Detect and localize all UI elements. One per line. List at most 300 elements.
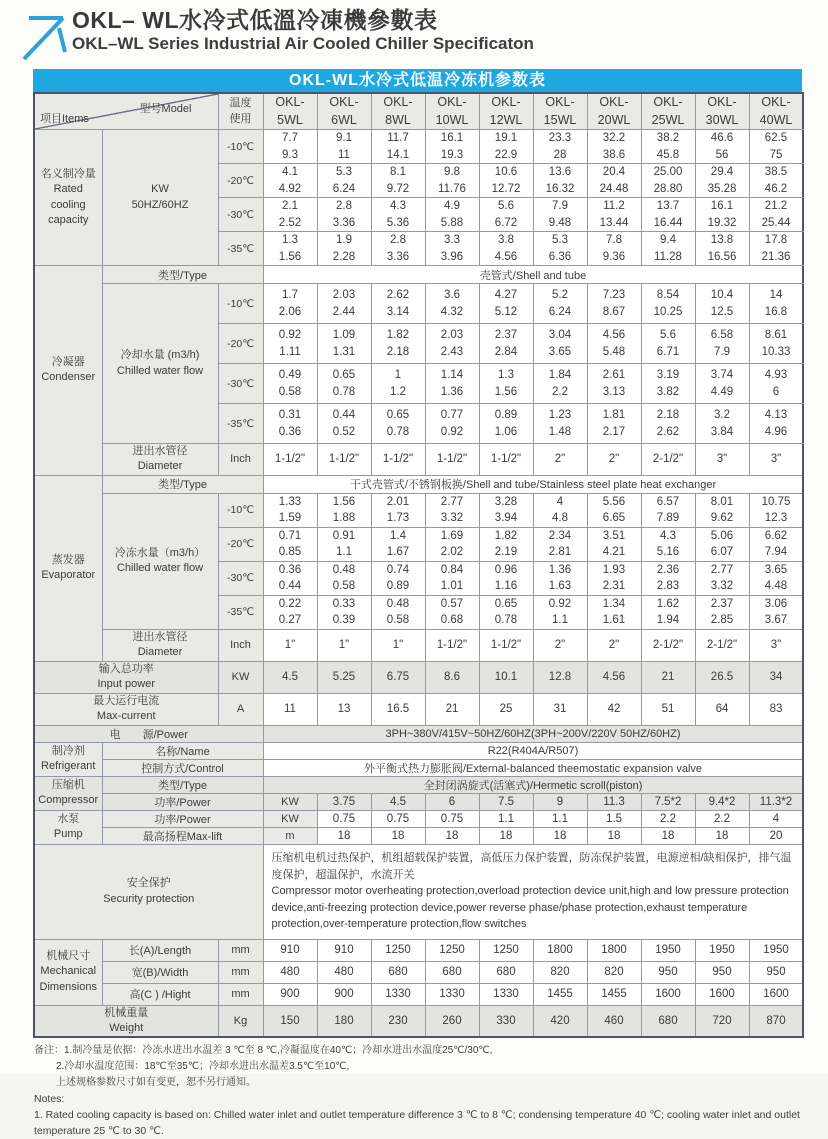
value-cell: 1.69 2.02: [425, 527, 479, 561]
value-cell: 9.4*2: [695, 793, 749, 810]
value-cell: 4.56 5.48: [587, 324, 641, 364]
value-cell: 680: [641, 1005, 695, 1037]
value-cell: 25.00 28.80: [641, 164, 695, 198]
value-cell: 17.8 21.36: [749, 232, 803, 266]
value-cell: 4.1 4.92: [263, 164, 317, 198]
pump-label: 水泵 Pump: [34, 810, 102, 844]
value-cell: 1250: [425, 939, 479, 961]
value-cell: 1250: [479, 939, 533, 961]
compressor-type-value: 全封闭涡旋式(活塞式)/Hermetic scroll(piston): [263, 776, 803, 793]
value-cell: 1-1/2": [317, 444, 371, 476]
value-cell: 83: [749, 693, 803, 725]
value-cell: 9.1 11: [317, 130, 371, 164]
security-text: [263, 844, 803, 939]
value-cell: 1-1/2": [425, 629, 479, 661]
value-cell: 2.8 3.36: [371, 232, 425, 266]
value-cell: 64: [695, 693, 749, 725]
value-cell: 1455: [533, 983, 587, 1005]
value-cell: 2": [587, 629, 641, 661]
value-cell: 21: [641, 661, 695, 693]
value-cell: 1.81 2.17: [587, 404, 641, 444]
value-cell: 180: [317, 1005, 371, 1037]
security-text-en: Compressor motor overheating protection,overload protection device unit,high and low pressure protection device,anti-freezing protection device,power reverse phase/phase protection,exhaust temperature protection,over-temperature protection,flow switches: [271, 885, 789, 931]
evaporator-diameter-label: 进出水管径 Diameter: [102, 629, 218, 661]
value-cell: 1": [371, 629, 425, 661]
dimension-row-unit: mm: [218, 939, 263, 961]
value-cell: 38.2 45.8: [641, 130, 695, 164]
value-cell: 1950: [641, 939, 695, 961]
model-header: OKL- 15WL: [533, 93, 587, 130]
value-cell: 5.6 6.71: [641, 324, 695, 364]
value-cell: 1600: [695, 983, 749, 1005]
spec-table: [33, 92, 804, 1038]
value-cell: 1950: [749, 939, 803, 961]
value-cell: 1.4 1.67: [371, 527, 425, 561]
value-cell: 18: [587, 827, 641, 844]
footnotes: [34, 1043, 828, 1139]
value-cell: 4: [749, 810, 803, 827]
value-cell: 5.3 6.24: [317, 164, 371, 198]
value-cell: 0.74 0.89: [371, 561, 425, 595]
value-cell: 18: [317, 827, 371, 844]
value-cell: 2-1/2": [695, 629, 749, 661]
value-cell: 0.36 0.44: [263, 561, 317, 595]
value-cell: 18: [371, 827, 425, 844]
value-cell: 13.7 16.44: [641, 198, 695, 232]
value-cell: 870: [749, 1005, 803, 1037]
value-cell: 26.5: [695, 661, 749, 693]
value-cell: 1330: [371, 983, 425, 1005]
value-cell: 2.1 2.52: [263, 198, 317, 232]
value-cell: 2-1/2": [641, 444, 695, 476]
value-cell: 1.1: [479, 810, 533, 827]
value-cell: 38.5 46.2: [749, 164, 803, 198]
value-cell: 1-1/2": [371, 444, 425, 476]
value-cell: 10.4 12.5: [695, 284, 749, 324]
value-cell: 7.9 9.48: [533, 198, 587, 232]
value-cell: 0.44 0.52: [317, 404, 371, 444]
value-cell: 62.5 75: [749, 130, 803, 164]
value-cell: 21: [425, 693, 479, 725]
value-cell: 3.28 3.94: [479, 493, 533, 527]
temp-cell: -35℃: [218, 404, 263, 444]
value-cell: 0.89 1.06: [479, 404, 533, 444]
value-cell: 18: [479, 827, 533, 844]
footnote-zh: 上述规格参数尺寸如有变更，恕不另行通知。: [56, 1077, 256, 1089]
value-cell: 0.92 1.1: [533, 595, 587, 629]
value-cell: 32.2 38.6: [587, 130, 641, 164]
value-cell: 0.92 1.11: [263, 324, 317, 364]
table-title-banner: OKL-WL水冷式低温冷冻机参数表: [33, 69, 802, 92]
value-cell: 2.01 1.73: [371, 493, 425, 527]
footnote-en: Notes:: [34, 1093, 65, 1106]
refrigerant-label: 制冷剂 Refrigerant: [34, 742, 102, 776]
refrigerant-row-value: R22(R404A/R507): [263, 742, 803, 759]
temp-cell: -30℃: [218, 198, 263, 232]
value-cell: 910: [263, 939, 317, 961]
value-cell: 4.13 4.96: [749, 404, 803, 444]
refrigerant-row-value: 外平衡式热力膨胀阀/External-balanced theemostatic expansion valve: [263, 759, 803, 776]
temp-cell: -30℃: [218, 364, 263, 404]
value-cell: 1600: [749, 983, 803, 1005]
value-cell: 1.82 2.18: [371, 324, 425, 364]
value-cell: 1.23 1.48: [533, 404, 587, 444]
value-cell: 2-1/2": [641, 629, 695, 661]
value-cell: 3": [749, 629, 803, 661]
rated-cooling-unit: KW 50HZ/60HZ: [102, 130, 218, 266]
value-cell: 7.7 9.3: [263, 130, 317, 164]
value-cell: 13: [317, 693, 371, 725]
value-cell: 680: [479, 961, 533, 983]
value-cell: 0.96 1.16: [479, 561, 533, 595]
value-cell: 5.06 6.07: [695, 527, 749, 561]
value-cell: 0.65 0.78: [371, 404, 425, 444]
value-cell: 3.06 3.67: [749, 595, 803, 629]
value-cell: 7.23 8.67: [587, 284, 641, 324]
value-cell: 1.93 2.31: [587, 561, 641, 595]
dimension-row-label: 宽(B)/Width: [102, 961, 218, 983]
model-header: OKL- 6WL: [317, 93, 371, 130]
value-cell: 4.27 5.12: [479, 284, 533, 324]
value-cell: 3": [749, 444, 803, 476]
condenser-flow-label: 冷却水量 (m3/h) Chilled water flow: [102, 284, 218, 444]
arrow-up-right-icon: [17, 6, 69, 60]
temp-cell: -35℃: [218, 595, 263, 629]
value-cell: 1.34 1.61: [587, 595, 641, 629]
evaporator-type-label: 类型/Type: [102, 475, 263, 493]
value-cell: 2": [533, 444, 587, 476]
model-header: OKL- 10WL: [425, 93, 479, 130]
value-cell: 2.34 2.81: [533, 527, 587, 561]
condenser-label: 冷凝器 Condenser: [34, 266, 102, 476]
model-header: OKL- 40WL: [749, 93, 803, 130]
value-cell: 900: [317, 983, 371, 1005]
value-cell: 46.6 56: [695, 130, 749, 164]
value-cell: 16.5: [371, 693, 425, 725]
value-cell: 5.56 6.65: [587, 493, 641, 527]
value-cell: 12.8: [533, 661, 587, 693]
value-cell: 8.01 9.62: [695, 493, 749, 527]
value-cell: 4.5: [371, 793, 425, 810]
value-cell: 6: [425, 793, 479, 810]
value-cell: 680: [371, 961, 425, 983]
value-cell: 330: [479, 1005, 533, 1037]
value-cell: 1950: [695, 939, 749, 961]
value-cell: 2.62 3.14: [371, 284, 425, 324]
temp-cell: -20℃: [218, 324, 263, 364]
value-cell: 10.1: [479, 661, 533, 693]
evaporator-label: 蒸发器 Evaporator: [34, 475, 102, 661]
value-cell: 0.33 0.39: [317, 595, 371, 629]
value-cell: 2.03 2.44: [317, 284, 371, 324]
value-cell: 1.3 1.56: [263, 232, 317, 266]
value-cell: 1.7 2.06: [263, 284, 317, 324]
value-cell: 480: [317, 961, 371, 983]
dimension-row-unit: mm: [218, 961, 263, 983]
model-header: OKL- 12WL: [479, 93, 533, 130]
rated-cooling-label: 名义制冷量 Rated cooling capacity: [34, 130, 102, 266]
items-label: 项目Items: [40, 113, 89, 125]
value-cell: 20: [749, 827, 803, 844]
condenser-diameter-unit: Inch: [218, 444, 263, 476]
condenser-type-value: 壳管式/Shell and tube: [263, 266, 803, 284]
value-cell: 8.61 10.33: [749, 324, 803, 364]
value-cell: 260: [425, 1005, 479, 1037]
value-cell: 1455: [587, 983, 641, 1005]
value-cell: 1.9 2.28: [317, 232, 371, 266]
footnote-zh: 备注：1.制冷量是依据：冷冻水进出水温差 3 ℃至 8 ℃,冷凝温度在40℃；冷却水进出水温度25℃/30℃,: [34, 1045, 493, 1057]
value-cell: 910: [317, 939, 371, 961]
value-cell: 2.36 2.83: [641, 561, 695, 595]
value-cell: 6.75: [371, 661, 425, 693]
model-label: 型号Model: [139, 103, 192, 115]
weight-label: 机械重量 Weight: [34, 1005, 218, 1037]
value-cell: 1.84 2.2: [533, 364, 587, 404]
value-cell: 51: [641, 693, 695, 725]
page-subtitle: OKL–WL Series Industrial Air Cooled Chiller Specificaton: [72, 34, 534, 53]
value-cell: 3.74 4.49: [695, 364, 749, 404]
value-cell: 3.75: [317, 793, 371, 810]
page-title: OKL– WL水冷式低溫冷凍機參數表: [72, 7, 438, 33]
value-cell: 2.8 3.36: [317, 198, 371, 232]
value-cell: 2.03 2.43: [425, 324, 479, 364]
value-cell: 5.25: [317, 661, 371, 693]
value-cell: 11.2 13.44: [587, 198, 641, 232]
value-cell: 16.1 19.32: [695, 198, 749, 232]
value-cell: 2.2: [695, 810, 749, 827]
compressor-power-label: 功率/Power: [102, 793, 263, 810]
dimension-row-label: 高(C ) /Hight: [102, 983, 218, 1005]
value-cell: 3.2 3.84: [695, 404, 749, 444]
value-cell: 16.1 19.3: [425, 130, 479, 164]
value-cell: 6.58 7.9: [695, 324, 749, 364]
value-cell: 8.54 10.25: [641, 284, 695, 324]
value-cell: 3.6 4.32: [425, 284, 479, 324]
evaporator-diameter-unit: Inch: [218, 629, 263, 661]
value-cell: 1.3 1.56: [479, 364, 533, 404]
value-cell: 1330: [425, 983, 479, 1005]
value-cell: 3.65 4.48: [749, 561, 803, 595]
value-cell: 3.51 4.21: [587, 527, 641, 561]
corner-cell: [34, 93, 218, 130]
value-cell: 0.48 0.58: [317, 561, 371, 595]
value-cell: 13.6 16.32: [533, 164, 587, 198]
value-cell: 0.91 1.1: [317, 527, 371, 561]
value-cell: 4.56: [587, 661, 641, 693]
value-cell: 23.3 28: [533, 130, 587, 164]
value-cell: 18: [641, 827, 695, 844]
value-cell: 950: [749, 961, 803, 983]
compressor-power-unit: KW: [263, 793, 317, 810]
value-cell: 0.65 0.78: [479, 595, 533, 629]
value-cell: 5.2 6.24: [533, 284, 587, 324]
security-text-zh: 压缩机电机过热保护，机组超载保护装置，高低压力保护装置，防冻保护装置，电源逆相/缺相保护，排气温度保护，超温保护，水流开关: [271, 852, 792, 881]
value-cell: 1800: [533, 939, 587, 961]
dimension-row-label: 长(A)/Length: [102, 939, 218, 961]
value-cell: 3.8 4.56: [479, 232, 533, 266]
value-cell: 0.77 0.92: [425, 404, 479, 444]
value-cell: 18: [533, 827, 587, 844]
refrigerant-row-label: 控制方式/Control: [102, 759, 263, 776]
value-cell: 1250: [371, 939, 425, 961]
value-cell: 19.1 22.9: [479, 130, 533, 164]
condenser-type-label: 类型/Type: [102, 266, 263, 284]
value-cell: 6.57 7.89: [641, 493, 695, 527]
compressor-type-label: 类型/Type: [102, 776, 263, 793]
value-cell: 950: [641, 961, 695, 983]
input-power-unit: KW: [218, 661, 263, 693]
value-cell: 950: [695, 961, 749, 983]
temp-use-header: 温度 使用: [218, 93, 263, 130]
value-cell: 2.37 2.84: [479, 324, 533, 364]
document-header: [0, 0, 828, 64]
power-supply-value: 3PH~380V/415V~50HZ/60HZ(3PH~200V/220V 50HZ/60HZ): [263, 725, 803, 742]
pump-row-unit: KW: [263, 810, 317, 827]
value-cell: 900: [263, 983, 317, 1005]
value-cell: 0.71 0.85: [263, 527, 317, 561]
value-cell: 14 16.8: [749, 284, 803, 324]
value-cell: 2.18 2.62: [641, 404, 695, 444]
value-cell: 31: [533, 693, 587, 725]
value-cell: 1.14 1.36: [425, 364, 479, 404]
value-cell: 1-1/2": [479, 629, 533, 661]
weight-unit: Kg: [218, 1005, 263, 1037]
value-cell: 25: [479, 693, 533, 725]
temp-cell: -20℃: [218, 164, 263, 198]
temp-cell: -10℃: [218, 493, 263, 527]
value-cell: 420: [533, 1005, 587, 1037]
value-cell: 18: [425, 827, 479, 844]
value-cell: 150: [263, 1005, 317, 1037]
compressor-label: 压缩机 Compressor: [34, 776, 102, 810]
pump-row-unit: m: [263, 827, 317, 844]
value-cell: 680: [425, 961, 479, 983]
dimensions-label: 机械尺寸 Mechanical Dimensions: [34, 939, 102, 1005]
value-cell: 0.22 0.27: [263, 595, 317, 629]
value-cell: 1.1: [533, 810, 587, 827]
value-cell: 8.6: [425, 661, 479, 693]
value-cell: 4.93 6: [749, 364, 803, 404]
value-cell: 480: [263, 961, 317, 983]
value-cell: 0.75: [425, 810, 479, 827]
temp-cell: -30℃: [218, 561, 263, 595]
value-cell: 2.2: [641, 810, 695, 827]
refrigerant-row-label: 名称/Name: [102, 742, 263, 759]
evaporator-flow-label: 冷冻水量（m3/h） Chilled water flow: [102, 493, 218, 629]
value-cell: 29.4 35.28: [695, 164, 749, 198]
value-cell: 1.62 1.94: [641, 595, 695, 629]
footnote-zh: 2.冷却水温度范围：18℃至35℃；冷却水进出水温差3.5℃至10℃,: [56, 1061, 350, 1073]
value-cell: 4.5: [263, 661, 317, 693]
value-cell: 0.65 0.78: [317, 364, 371, 404]
max-current-unit: A: [218, 693, 263, 725]
value-cell: 4.9 5.88: [425, 198, 479, 232]
value-cell: 820: [587, 961, 641, 983]
value-cell: 1.33 1.59: [263, 493, 317, 527]
condenser-diameter-label: 进出水管径 Diameter: [102, 444, 218, 476]
value-cell: 1600: [641, 983, 695, 1005]
value-cell: 11.3*2: [749, 793, 803, 810]
value-cell: 6.62 7.94: [749, 527, 803, 561]
temp-cell: -35℃: [218, 232, 263, 266]
value-cell: 13.8 16.56: [695, 232, 749, 266]
value-cell: 1.09 1.31: [317, 324, 371, 364]
max-current-label: 最大运行电流 Max-current: [34, 693, 218, 725]
pump-row-label: 最高扬程Max-lift: [102, 827, 263, 844]
model-header: OKL- 8WL: [371, 93, 425, 130]
value-cell: 460: [587, 1005, 641, 1037]
model-header: OKL- 25WL: [641, 93, 695, 130]
value-cell: 3": [695, 444, 749, 476]
value-cell: 10.75 12.3: [749, 493, 803, 527]
value-cell: 7.5*2: [641, 793, 695, 810]
value-cell: 9: [533, 793, 587, 810]
value-cell: 1": [317, 629, 371, 661]
value-cell: 34: [749, 661, 803, 693]
footnote-en: 1. Rated cooling capacity is based on: Chilled water inlet and outlet temperature difference 3 ℃ to 8 ℃; condensing temperature 40 ℃; cooling water inlet and outlet temperature 25 ℃ to 30 ℃.: [34, 1109, 800, 1138]
value-cell: 1.56 1.88: [317, 493, 371, 527]
value-cell: 0.75: [317, 810, 371, 827]
value-cell: 0.75: [371, 810, 425, 827]
value-cell: 11.3: [587, 793, 641, 810]
value-cell: 10.6 12.72: [479, 164, 533, 198]
power-supply-label: 电 源/Power: [34, 725, 263, 742]
value-cell: 2": [587, 444, 641, 476]
value-cell: 1.36 1.63: [533, 561, 587, 595]
value-cell: 2": [533, 629, 587, 661]
value-cell: 4 4.8: [533, 493, 587, 527]
value-cell: 9.4 11.28: [641, 232, 695, 266]
value-cell: 3.3 3.96: [425, 232, 479, 266]
security-label: 安全保护 Security protection: [34, 844, 263, 939]
value-cell: 1-1/2": [425, 444, 479, 476]
value-cell: 7.8 9.36: [587, 232, 641, 266]
temp-cell: -20℃: [218, 527, 263, 561]
value-cell: 42: [587, 693, 641, 725]
value-cell: 2.77 3.32: [425, 493, 479, 527]
value-cell: 720: [695, 1005, 749, 1037]
value-cell: 1-1/2": [263, 444, 317, 476]
value-cell: 11.7 14.1: [371, 130, 425, 164]
value-cell: 1800: [587, 939, 641, 961]
evaporator-type-value: 干式壳管式/不锈钢板换/Shell and tube/Stainless steel plate heat exchanger: [263, 475, 803, 493]
value-cell: 1.5: [587, 810, 641, 827]
value-cell: 4.3 5.36: [371, 198, 425, 232]
value-cell: 1.82 2.19: [479, 527, 533, 561]
value-cell: 1330: [479, 983, 533, 1005]
value-cell: 20.4 24.48: [587, 164, 641, 198]
dimension-row-unit: mm: [218, 983, 263, 1005]
input-power-label: 输入总功率 Input power: [34, 661, 218, 693]
value-cell: 2.61 3.13: [587, 364, 641, 404]
value-cell: 8.1 9.72: [371, 164, 425, 198]
value-cell: 0.84 1.01: [425, 561, 479, 595]
pump-row-label: 功率/Power: [102, 810, 263, 827]
value-cell: 5.6 6.72: [479, 198, 533, 232]
value-cell: 3.04 3.65: [533, 324, 587, 364]
value-cell: 7.5: [479, 793, 533, 810]
value-cell: 820: [533, 961, 587, 983]
value-cell: 0.57 0.68: [425, 595, 479, 629]
value-cell: 3.19 3.82: [641, 364, 695, 404]
value-cell: 2.77 3.32: [695, 561, 749, 595]
value-cell: 1-1/2": [479, 444, 533, 476]
value-cell: 5.3 6.36: [533, 232, 587, 266]
value-cell: 1 1.2: [371, 364, 425, 404]
model-header: OKL- 5WL: [263, 93, 317, 130]
value-cell: 230: [371, 1005, 425, 1037]
value-cell: 9.8 11.76: [425, 164, 479, 198]
